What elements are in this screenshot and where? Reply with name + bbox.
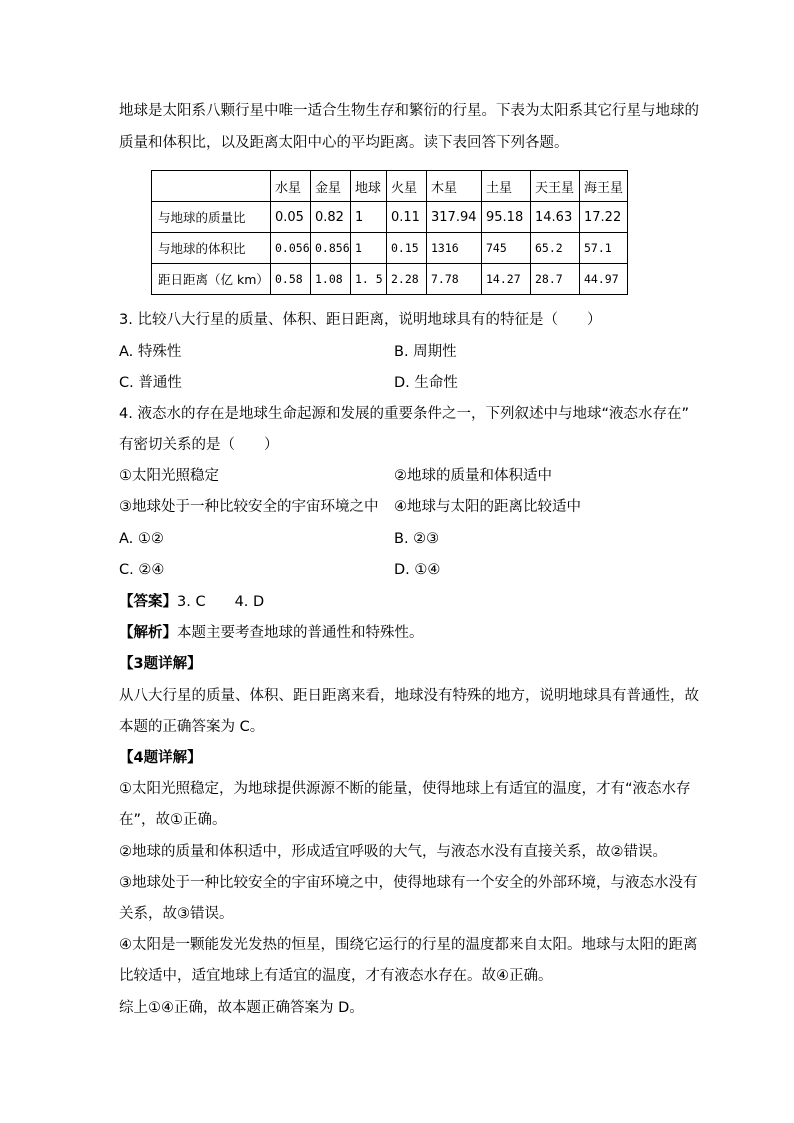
intro-line-2: 质量和体积比，以及距离太阳中心的平均距离。读下表回答下列各题。 — [119, 135, 569, 151]
table-header-cell: 水星 — [271, 171, 311, 202]
table-header-cell — [152, 171, 271, 202]
detail-4-heading: 【4题详解】 — [119, 750, 202, 766]
question-4-stem-line-1: 4. 液态水的存在是地球生命起源和发展的重要条件之一，下列叙述中与地球“液态水存在” — [119, 406, 689, 422]
table-header-cell: 木星 — [427, 171, 482, 202]
table-row — [152, 233, 628, 264]
row-label-distance: 距日距离（亿 km） — [152, 264, 271, 295]
detail-4-p4-line-2: 比较适中，适宜地球上有适宜的温度，才有液态水存在。故④正确。 — [119, 968, 553, 984]
table-cell: 65.2 — [531, 233, 580, 264]
planet-comparison-table — [151, 170, 628, 295]
question-4-option-a: A. ①② — [119, 531, 164, 547]
detail-4-p3-line-1: ③地球处于一种比较安全的宇宙环境之中，使得地球有一个安全的外部环境，与液态水没有 — [119, 875, 698, 891]
answer-text: 3. C 4. D — [177, 594, 265, 610]
table-cell: 1 — [351, 233, 387, 264]
question-4-option-d: D. ①④ — [394, 562, 441, 578]
table-cell: 17.22 — [580, 202, 628, 233]
table-cell: 1 — [351, 202, 387, 233]
table-cell: 0.856 — [311, 233, 351, 264]
answer-tag: 【答案】 — [119, 594, 177, 610]
table-cell: 2.28 — [387, 264, 427, 295]
table-cell: 1.08 — [311, 264, 351, 295]
intro-line-1: 地球是太阳系八颗行星中唯一适合生物生存和繁衍的行星。下表为太阳系其它行星与地球的 — [119, 103, 699, 119]
detail-4-p2: ②地球的质量和体积适中，形成适宜呼吸的大气，与液态水没有直接关系，故②错误。 — [119, 844, 667, 860]
table-cell: 44.97 — [580, 264, 628, 295]
question-4-option-c: C. ②④ — [119, 562, 165, 578]
table-cell: 0.82 — [311, 202, 351, 233]
analysis-line — [119, 623, 424, 643]
question-3-option-a: A. 特殊性 — [119, 344, 182, 360]
question-4-option-b: B. ②③ — [394, 531, 440, 547]
question-4-statement-2: ②地球的质量和体积适中 — [394, 468, 552, 484]
question-3-option-d: D. 生命性 — [394, 375, 458, 391]
table-header-cell: 海王星 — [580, 171, 628, 202]
table-cell: 57.1 — [580, 233, 628, 264]
question-3-option-b: B. 周期性 — [394, 344, 457, 360]
table-cell: 745 — [482, 233, 531, 264]
question-3-stem: 3. 比较八大行星的质量、体积、距日距离，说明地球具有的特征是（ ） — [119, 312, 602, 328]
table-cell: 1316 — [427, 233, 482, 264]
detail-4-p1-line-2: 在”，故①正确。 — [119, 812, 227, 828]
table-header-row — [152, 171, 628, 202]
detail-4-conclusion: 综上①④正确，故本题正确答案为 D。 — [119, 1000, 364, 1016]
table-cell: 0.11 — [387, 202, 427, 233]
table-cell: 0.15 — [387, 233, 427, 264]
table-cell: 0.05 — [271, 202, 311, 233]
table-cell: 7.78 — [427, 264, 482, 295]
table-cell: 28.7 — [531, 264, 580, 295]
table-header-cell: 土星 — [482, 171, 531, 202]
table-header-cell: 地球 — [351, 171, 387, 202]
table-cell: 14.63 — [531, 202, 580, 233]
analysis-text: 本题主要考查地球的普通性和特殊性。 — [177, 625, 424, 641]
table-cell: 317.94 — [427, 202, 482, 233]
table-row — [152, 264, 628, 295]
table-cell: 14.27 — [482, 264, 531, 295]
detail-3-line-2: 本题的正确答案为 C。 — [119, 719, 265, 735]
analysis-tag: 【解析】 — [119, 625, 177, 641]
table-header-cell: 金星 — [311, 171, 351, 202]
question-4-stem-line-2: 有密切关系的是（ ） — [119, 437, 279, 453]
question-4-statement-4: ④地球与太阳的距离比较适中 — [394, 499, 581, 515]
table-cell: 1. 5 — [351, 264, 387, 295]
question-4-statement-3: ③地球处于一种比较安全的宇宙环境之中 — [119, 499, 379, 515]
row-label-volume: 与地球的体积比 — [152, 233, 271, 264]
question-3-option-c: C. 普通性 — [119, 375, 182, 391]
row-label-mass: 与地球的质量比 — [152, 202, 271, 233]
detail-4-p3-line-2: 关系，故③错误。 — [119, 906, 234, 922]
table-cell: 95.18 — [482, 202, 531, 233]
detail-3-heading: 【3题详解】 — [119, 656, 202, 672]
table-header-cell: 火星 — [387, 171, 427, 202]
detail-4-p4-line-1: ④太阳是一颗能发光发热的恒星，围绕它运行的行星的温度都来自太阳。地球与太阳的距离 — [119, 937, 698, 953]
detail-4-p1-line-1: ①太阳光照稳定，为地球提供源源不断的能量，使得地球上有适宜的温度，才有“液态水存 — [119, 781, 691, 797]
question-4-statement-1: ①太阳光照稳定 — [119, 468, 219, 484]
table-header-cell: 天王星 — [531, 171, 580, 202]
answer-line — [119, 592, 264, 612]
table-row — [152, 202, 628, 233]
table-cell: 0.58 — [271, 264, 311, 295]
table-cell: 0.056 — [271, 233, 311, 264]
detail-3-line-1: 从八大行星的质量、体积、距日距离来看，地球没有特殊的地方，说明地球具有普通性，故 — [119, 688, 699, 704]
